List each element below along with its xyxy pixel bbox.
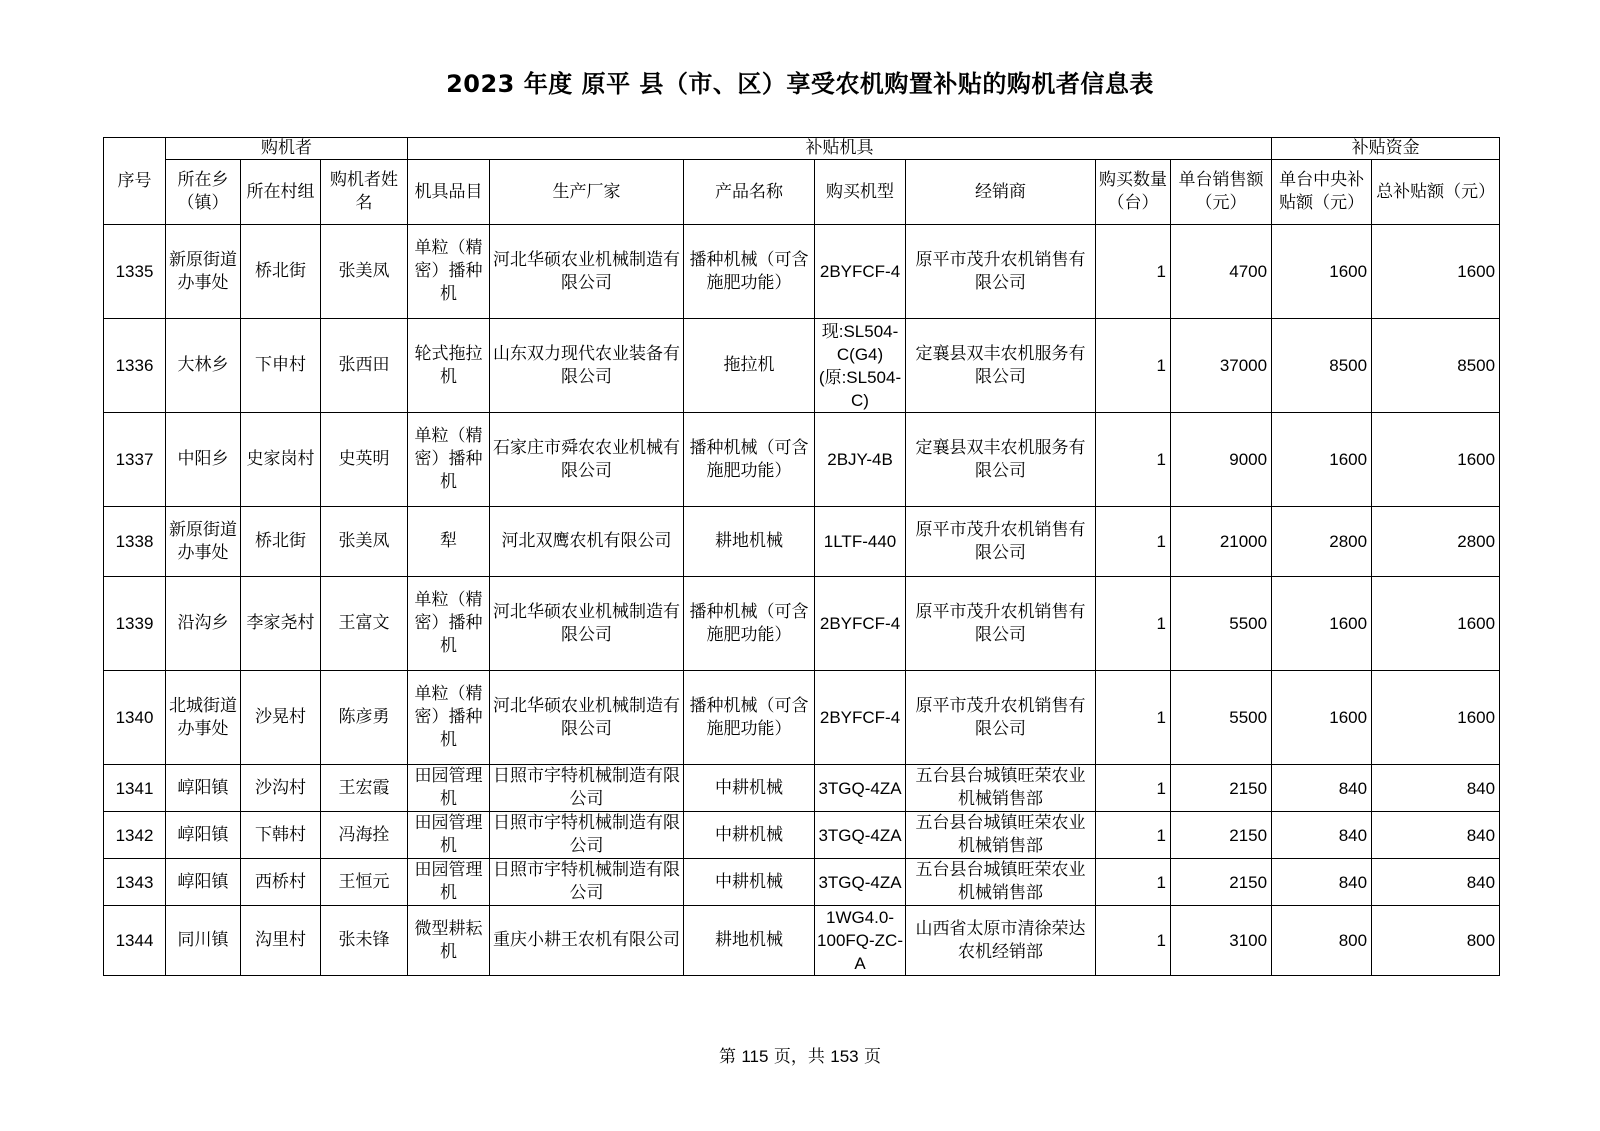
cell-central: 1600 bbox=[1272, 225, 1372, 319]
cell-model: 2BYFCF-4 bbox=[815, 225, 906, 319]
cell-product: 中耕机械 bbox=[684, 765, 815, 812]
cell-village: 史家岗村 bbox=[241, 413, 321, 507]
cell-central: 840 bbox=[1272, 859, 1372, 906]
group-header-buyer: 购机者 bbox=[166, 138, 408, 160]
cell-qty: 1 bbox=[1096, 319, 1171, 413]
footer-page-number: 115 bbox=[741, 1047, 769, 1066]
cell-qty: 1 bbox=[1096, 812, 1171, 859]
cell-total: 8500 bbox=[1372, 319, 1500, 413]
footer-total-pages: 153 bbox=[830, 1047, 859, 1066]
cell-qty: 1 bbox=[1096, 413, 1171, 507]
cell-town: 同川镇 bbox=[166, 906, 241, 976]
cell-dealer: 原平市茂升农机销售有限公司 bbox=[906, 225, 1096, 319]
cell-price: 21000 bbox=[1171, 507, 1272, 577]
cell-seq: 1340 bbox=[104, 671, 166, 765]
cell-village: 沙晃村 bbox=[241, 671, 321, 765]
cell-central: 8500 bbox=[1272, 319, 1372, 413]
col-header-model: 购买机型 bbox=[815, 160, 906, 225]
cell-village: 沙沟村 bbox=[241, 765, 321, 812]
col-header-seq: 序号 bbox=[104, 138, 166, 225]
table-row bbox=[104, 859, 1500, 906]
col-header-village: 所在村组 bbox=[241, 160, 321, 225]
cell-category: 单粒（精密）播种机 bbox=[408, 671, 490, 765]
cell-central: 1600 bbox=[1272, 577, 1372, 671]
cell-category: 犁 bbox=[408, 507, 490, 577]
cell-seq: 1336 bbox=[104, 319, 166, 413]
cell-central: 1600 bbox=[1272, 413, 1372, 507]
col-header-central: 单台中央补贴额（元） bbox=[1272, 160, 1372, 225]
col-header-total: 总补贴额（元） bbox=[1372, 160, 1500, 225]
cell-name: 张西田 bbox=[321, 319, 408, 413]
cell-village: 下申村 bbox=[241, 319, 321, 413]
cell-product: 播种机械（可含施肥功能） bbox=[684, 577, 815, 671]
cell-name: 张美凤 bbox=[321, 225, 408, 319]
cell-seq: 1339 bbox=[104, 577, 166, 671]
cell-name: 冯海拴 bbox=[321, 812, 408, 859]
col-header-qty: 购买数量（台） bbox=[1096, 160, 1171, 225]
cell-seq: 1343 bbox=[104, 859, 166, 906]
cell-total: 1600 bbox=[1372, 577, 1500, 671]
cell-qty: 1 bbox=[1096, 765, 1171, 812]
table-body bbox=[104, 225, 1500, 976]
cell-name: 张未锋 bbox=[321, 906, 408, 976]
cell-qty: 1 bbox=[1096, 225, 1171, 319]
cell-total: 1600 bbox=[1372, 671, 1500, 765]
group-header-funds: 补贴资金 bbox=[1272, 138, 1500, 160]
cell-price: 4700 bbox=[1171, 225, 1272, 319]
cell-town: 中阳乡 bbox=[166, 413, 241, 507]
col-header-product: 产品名称 bbox=[684, 160, 815, 225]
cell-price: 5500 bbox=[1171, 671, 1272, 765]
cell-model: 3TGQ-4ZA bbox=[815, 765, 906, 812]
cell-product: 播种机械（可含施肥功能） bbox=[684, 671, 815, 765]
cell-name: 王富文 bbox=[321, 577, 408, 671]
col-header-category: 机具品目 bbox=[408, 160, 490, 225]
cell-maker: 河北双鹰农机有限公司 bbox=[490, 507, 684, 577]
cell-village: 沟里村 bbox=[241, 906, 321, 976]
cell-maker: 河北华硕农业机械制造有限公司 bbox=[490, 671, 684, 765]
cell-model: 2BJY-4B bbox=[815, 413, 906, 507]
cell-maker: 重庆小耕王农机有限公司 bbox=[490, 906, 684, 976]
cell-model: 1WG4.0-100FQ-ZC-A bbox=[815, 906, 906, 976]
cell-dealer: 原平市茂升农机销售有限公司 bbox=[906, 671, 1096, 765]
cell-category: 轮式拖拉机 bbox=[408, 319, 490, 413]
cell-model: 1LTF-440 bbox=[815, 507, 906, 577]
cell-maker: 河北华硕农业机械制造有限公司 bbox=[490, 577, 684, 671]
footer-middle: 页，共 bbox=[773, 1047, 825, 1067]
cell-village: 李家尧村 bbox=[241, 577, 321, 671]
cell-price: 2150 bbox=[1171, 859, 1272, 906]
cell-total: 840 bbox=[1372, 859, 1500, 906]
cell-price: 3100 bbox=[1171, 906, 1272, 976]
cell-village: 桥北街 bbox=[241, 225, 321, 319]
cell-maker: 山东双力现代农业装备有限公司 bbox=[490, 319, 684, 413]
cell-central: 840 bbox=[1272, 765, 1372, 812]
cell-name: 张美凤 bbox=[321, 507, 408, 577]
col-header-name: 购机者姓名 bbox=[321, 160, 408, 225]
cell-town: 沿沟乡 bbox=[166, 577, 241, 671]
cell-product: 中耕机械 bbox=[684, 812, 815, 859]
table-row bbox=[104, 765, 1500, 812]
cell-maker: 日照市宇特机械制造有限公司 bbox=[490, 812, 684, 859]
cell-qty: 1 bbox=[1096, 507, 1171, 577]
table-row bbox=[104, 507, 1500, 577]
cell-category: 田园管理机 bbox=[408, 812, 490, 859]
cell-total: 1600 bbox=[1372, 413, 1500, 507]
cell-price: 9000 bbox=[1171, 413, 1272, 507]
cell-dealer: 原平市茂升农机销售有限公司 bbox=[906, 577, 1096, 671]
page-title: 2023 年度 原平 县（市、区）享受农机购置补贴的购机者信息表 bbox=[446, 70, 1154, 98]
table-row bbox=[104, 812, 1500, 859]
cell-qty: 1 bbox=[1096, 859, 1171, 906]
cell-maker: 日照市宇特机械制造有限公司 bbox=[490, 859, 684, 906]
col-header-maker: 生产厂家 bbox=[490, 160, 684, 225]
cell-town: 崞阳镇 bbox=[166, 765, 241, 812]
table-row bbox=[104, 577, 1500, 671]
cell-category: 田园管理机 bbox=[408, 859, 490, 906]
cell-qty: 1 bbox=[1096, 577, 1171, 671]
table-row bbox=[104, 413, 1500, 507]
cell-town: 北城街道办事处 bbox=[166, 671, 241, 765]
cell-town: 新原街道办事处 bbox=[166, 507, 241, 577]
cell-village: 桥北街 bbox=[241, 507, 321, 577]
cell-town: 大林乡 bbox=[166, 319, 241, 413]
table-row bbox=[104, 906, 1500, 976]
cell-seq: 1338 bbox=[104, 507, 166, 577]
cell-product: 播种机械（可含施肥功能） bbox=[684, 225, 815, 319]
footer-suffix: 页 bbox=[864, 1047, 882, 1067]
cell-price: 5500 bbox=[1171, 577, 1272, 671]
cell-category: 微型耕耘机 bbox=[408, 906, 490, 976]
cell-price: 37000 bbox=[1171, 319, 1272, 413]
cell-product: 耕地机械 bbox=[684, 906, 815, 976]
cell-qty: 1 bbox=[1096, 671, 1171, 765]
cell-price: 2150 bbox=[1171, 765, 1272, 812]
cell-total: 840 bbox=[1372, 765, 1500, 812]
cell-dealer: 五台县台城镇旺荣农业机械销售部 bbox=[906, 765, 1096, 812]
cell-product: 播种机械（可含施肥功能） bbox=[684, 413, 815, 507]
col-header-price: 单台销售额（元） bbox=[1171, 160, 1272, 225]
buyer-info-table bbox=[103, 137, 1500, 976]
cell-village: 西桥村 bbox=[241, 859, 321, 906]
cell-total: 800 bbox=[1372, 906, 1500, 976]
cell-model: 3TGQ-4ZA bbox=[815, 812, 906, 859]
cell-total: 840 bbox=[1372, 812, 1500, 859]
cell-total: 1600 bbox=[1372, 225, 1500, 319]
cell-name: 陈彦勇 bbox=[321, 671, 408, 765]
cell-dealer: 山西省太原市清徐荣达农机经销部 bbox=[906, 906, 1096, 976]
cell-model: 2BYFCF-4 bbox=[815, 671, 906, 765]
cell-price: 2150 bbox=[1171, 812, 1272, 859]
cell-central: 800 bbox=[1272, 906, 1372, 976]
footer-prefix: 第 bbox=[718, 1047, 736, 1067]
cell-seq: 1341 bbox=[104, 765, 166, 812]
cell-product: 拖拉机 bbox=[684, 319, 815, 413]
table-row bbox=[104, 225, 1500, 319]
cell-village: 下韩村 bbox=[241, 812, 321, 859]
cell-model: 3TGQ-4ZA bbox=[815, 859, 906, 906]
table-row bbox=[104, 319, 1500, 413]
cell-category: 单粒（精密）播种机 bbox=[408, 577, 490, 671]
cell-seq: 1344 bbox=[104, 906, 166, 976]
cell-seq: 1337 bbox=[104, 413, 166, 507]
cell-maker: 日照市宇特机械制造有限公司 bbox=[490, 765, 684, 812]
cell-model: 2BYFCF-4 bbox=[815, 577, 906, 671]
cell-dealer: 定襄县双丰农机服务有限公司 bbox=[906, 319, 1096, 413]
page-footer bbox=[0, 1042, 1600, 1067]
cell-name: 王宏霞 bbox=[321, 765, 408, 812]
cell-seq: 1342 bbox=[104, 812, 166, 859]
cell-maker: 河北华硕农业机械制造有限公司 bbox=[490, 225, 684, 319]
cell-town: 崞阳镇 bbox=[166, 859, 241, 906]
cell-model: 现:SL504-C(G4)(原:SL504-C) bbox=[815, 319, 906, 413]
cell-category: 单粒（精密）播种机 bbox=[408, 225, 490, 319]
cell-central: 840 bbox=[1272, 812, 1372, 859]
group-header-machine: 补贴机具 bbox=[408, 138, 1272, 160]
cell-town: 崞阳镇 bbox=[166, 812, 241, 859]
cell-product: 耕地机械 bbox=[684, 507, 815, 577]
table-row bbox=[104, 671, 1500, 765]
col-header-town: 所在乡（镇） bbox=[166, 160, 241, 225]
cell-name: 史英明 bbox=[321, 413, 408, 507]
cell-maker: 石家庄市舜农农业机械有限公司 bbox=[490, 413, 684, 507]
cell-dealer: 五台县台城镇旺荣农业机械销售部 bbox=[906, 859, 1096, 906]
cell-category: 单粒（精密）播种机 bbox=[408, 413, 490, 507]
cell-town: 新原街道办事处 bbox=[166, 225, 241, 319]
cell-seq: 1335 bbox=[104, 225, 166, 319]
cell-qty: 1 bbox=[1096, 906, 1171, 976]
cell-central: 2800 bbox=[1272, 507, 1372, 577]
cell-total: 2800 bbox=[1372, 507, 1500, 577]
cell-dealer: 原平市茂升农机销售有限公司 bbox=[906, 507, 1096, 577]
col-header-dealer: 经销商 bbox=[906, 160, 1096, 225]
cell-product: 中耕机械 bbox=[684, 859, 815, 906]
cell-name: 王恒元 bbox=[321, 859, 408, 906]
cell-category: 田园管理机 bbox=[408, 765, 490, 812]
cell-central: 1600 bbox=[1272, 671, 1372, 765]
cell-dealer: 定襄县双丰农机服务有限公司 bbox=[906, 413, 1096, 507]
cell-dealer: 五台县台城镇旺荣农业机械销售部 bbox=[906, 812, 1096, 859]
